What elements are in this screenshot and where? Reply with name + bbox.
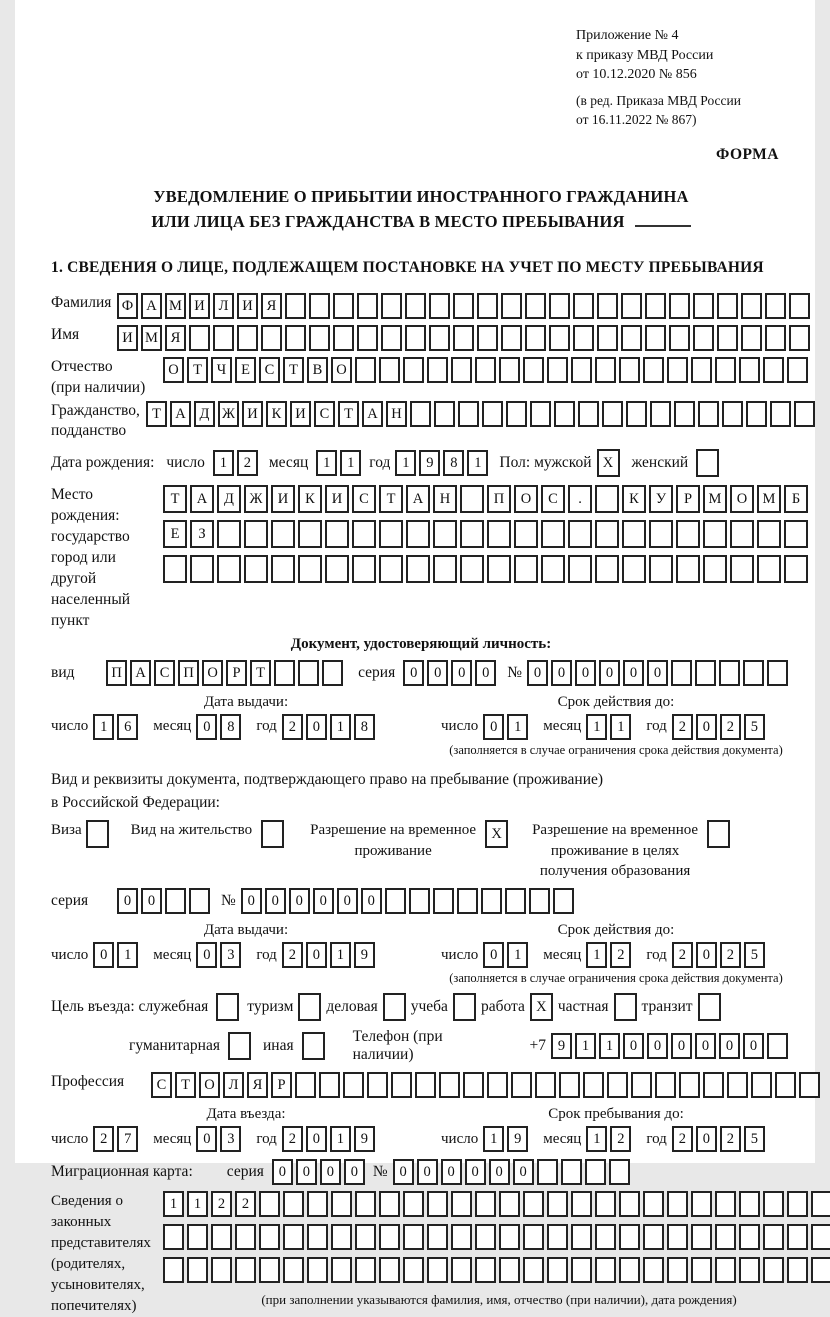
stay-series-cells: 0 0 bbox=[117, 888, 213, 914]
doc-issue-year-cells: 2 0 1 8 bbox=[282, 714, 378, 740]
purpose-transit-checkbox bbox=[698, 993, 721, 1021]
form-page bbox=[15, 0, 815, 1315]
patronymic-cells: О Т Ч Е С Т В О bbox=[163, 357, 811, 383]
entry-month-cells: 0 3 bbox=[196, 1126, 244, 1152]
legal-representatives-note: (при заполнении указываются фамилия, имя, отчество (при наличии), дата рождения) bbox=[261, 1292, 737, 1308]
residence-permit-checkbox bbox=[261, 820, 284, 848]
annex-reference bbox=[576, 26, 791, 130]
migration-card-number-cells: 0 0 0 0 0 0 bbox=[393, 1159, 633, 1185]
stay-until-year-cells: 2 0 2 5 bbox=[672, 1126, 768, 1152]
stay-issue-month-cells: 0 3 bbox=[196, 942, 244, 968]
entry-dates: Дата въезда: число 2 7 месяц 0 3 год 2 0 1 9 Срок пребывания до: число 1 9 месяц 1 2 год 2 0 2 5 bbox=[51, 1106, 791, 1152]
profession-label: Профессия bbox=[51, 1073, 125, 1091]
stay-until-heading: Срок пребывания до: bbox=[548, 1106, 684, 1123]
phone-cells: 9 1 1 0 0 0 0 0 0 bbox=[551, 1033, 791, 1059]
doc-type-label: вид bbox=[51, 663, 75, 681]
form-title-line1: УВЕДОМЛЕНИЕ О ПРИБЫТИИ ИНОСТРАННОГО ГРАЖДАНИНА bbox=[153, 186, 689, 206]
entry-day-cells: 2 7 bbox=[93, 1126, 141, 1152]
purpose-tourism-checkbox bbox=[298, 993, 321, 1021]
birth-year-label: год bbox=[369, 454, 391, 472]
birthplace-label: Место рождения: государство город или другой населенный пункт bbox=[51, 486, 131, 629]
legal-representatives-block bbox=[51, 1191, 791, 1317]
doc-number-label: № bbox=[507, 663, 522, 681]
doc-number-cells: 0 0 0 0 0 0 bbox=[527, 660, 791, 686]
given-name-label: Имя bbox=[51, 325, 80, 343]
form-title bbox=[51, 184, 791, 235]
patronymic-row bbox=[51, 357, 791, 399]
profession-cells: С Т О Л Я Р bbox=[151, 1072, 823, 1098]
stay-until-day-cells: 1 9 bbox=[483, 1126, 531, 1152]
purpose-lead-label: Цель въезда: служебная bbox=[51, 998, 209, 1016]
stay-valid-year-cells: 2 0 2 5 bbox=[672, 942, 768, 968]
sex-female-checkbox bbox=[696, 449, 719, 477]
sex-female-label: женский bbox=[631, 454, 689, 472]
residence-permit-option: Вид на жительство bbox=[131, 820, 284, 848]
legal-cells-row2 bbox=[163, 1224, 830, 1250]
purpose-humanitarian-checkbox bbox=[228, 1032, 251, 1060]
identity-doc-type-row bbox=[51, 660, 791, 686]
purpose-row-2: гуманитарная иная Телефон (при наличии) +7 9 1 1 0 0 0 0 0 0 bbox=[51, 1028, 791, 1064]
doc-type-cells: П А С П О Р Т bbox=[106, 660, 346, 686]
visa-option: Виза bbox=[51, 820, 109, 848]
birthplace-cells-row1: Т А Д Ж И К И С Т А Н П О С . К У Р М О М Б bbox=[163, 485, 811, 513]
birthplace-cells-row3 bbox=[163, 555, 811, 583]
purpose-official-checkbox bbox=[216, 993, 239, 1021]
stay-valid-month-cells: 1 2 bbox=[586, 942, 634, 968]
sex-male-checkbox: X bbox=[597, 449, 620, 477]
purpose-business-checkbox bbox=[383, 993, 406, 1021]
birth-month-cells: 1 1 bbox=[316, 450, 364, 476]
stay-number-label: № bbox=[221, 892, 236, 910]
stay-issue-day-cells: 0 1 bbox=[93, 942, 141, 968]
birth-date-label: Дата рождения: bbox=[51, 454, 155, 472]
stay-issue-year-cells: 2 0 1 9 bbox=[282, 942, 378, 968]
identity-doc-heading: Документ, удостоверяющий личность: bbox=[290, 635, 552, 652]
identity-doc-dates: Дата выдачи: число 1 6 месяц 0 8 год 2 0 1 8 Срок действия до: число 0 1 месяц 1 1 год 2 0 2 5 (заполняется в случае ограничения срока действия документа) bbox=[51, 694, 791, 758]
valid-until-heading: Срок действия до: bbox=[557, 693, 675, 710]
doc-valid-day-cells: 0 1 bbox=[483, 714, 531, 740]
legal-cells-row1: 1 1 2 2 bbox=[163, 1191, 830, 1217]
annex-line: Приложение № 4 bbox=[576, 28, 679, 43]
phone-prefix: +7 bbox=[529, 1037, 546, 1055]
entry-year-cells: 2 0 1 9 bbox=[282, 1126, 378, 1152]
birth-day-cells: 1 2 bbox=[213, 450, 261, 476]
stay-doc-dates: Дата выдачи: число 0 1 месяц 0 3 год 2 0 1 9 Срок действия до: число 0 1 месяц 1 2 год 2 0 2 5 (заполняется в случае ограничения срока действия документа) bbox=[51, 922, 791, 986]
annex-revision-note: (в ред. Приказа МВД России от 16.11.2022 № 867) bbox=[576, 92, 741, 127]
phone-label: Телефон (при наличии) bbox=[352, 1028, 443, 1064]
stay-until-month-cells: 1 2 bbox=[586, 1126, 634, 1152]
visa-checkbox bbox=[86, 820, 109, 848]
given-name-cells: И М Я bbox=[117, 325, 813, 351]
profession-row bbox=[51, 1072, 791, 1098]
doc-issue-month-cells: 0 8 bbox=[196, 714, 244, 740]
birth-month-label: месяц bbox=[268, 454, 309, 472]
form-title-line2: ИЛИ ЛИЦА БЕЗ ГРАЖДАНСТВА В МЕСТО ПРЕБЫВАНИЯ bbox=[151, 212, 625, 232]
migration-card-label: Миграционная карта: bbox=[51, 1163, 193, 1181]
patronymic-label: Отчество (при наличии) bbox=[51, 357, 146, 396]
surname-cells: Ф А М И Л И Я bbox=[117, 293, 813, 319]
section-1-heading: 1. СВЕДЕНИЯ О ЛИЦЕ, ПОДЛЕЖАЩЕМ ПОСТАНОВКЕ НА УЧЕТ ПО МЕСТУ ПРЕБЫВАНИЯ bbox=[51, 258, 764, 276]
legal-cells-row3 bbox=[163, 1257, 830, 1283]
temporary-residence-education-checkbox bbox=[707, 820, 730, 848]
stay-valid-note: (заполняется в случае ограничения срока действия документа) bbox=[449, 971, 783, 986]
citizenship-cells: Т А Д Ж И К И С Т А Н bbox=[146, 401, 818, 427]
annex-line: от 10.12.2020 № 856 bbox=[576, 67, 697, 83]
title-blank-line bbox=[635, 225, 691, 227]
doc-valid-month-cells: 1 1 bbox=[586, 714, 634, 740]
entry-date-heading: Дата въезда: bbox=[206, 1106, 286, 1123]
citizenship-row bbox=[51, 401, 791, 443]
sex-male-label: Пол: мужской bbox=[499, 454, 592, 472]
valid-until-note: (заполняется в случае ограничения срока действия документа) bbox=[449, 742, 783, 757]
purpose-study-checkbox bbox=[453, 993, 476, 1021]
temporary-residence-option: Разрешение на временное проживание X bbox=[310, 820, 508, 861]
issue-date-heading: Дата выдачи: bbox=[203, 693, 289, 710]
stay-number-cells: 0 0 0 0 0 0 bbox=[241, 888, 577, 914]
purpose-other-checkbox bbox=[302, 1032, 325, 1060]
stay-doc-series-row bbox=[51, 888, 791, 914]
stay-valid-day-cells: 0 1 bbox=[483, 942, 531, 968]
annex-line: к приказу МВД России bbox=[576, 47, 714, 63]
doc-valid-year-cells: 2 0 2 5 bbox=[672, 714, 768, 740]
stay-series-label: серия bbox=[51, 892, 89, 910]
doc-series-cells: 0 0 0 0 bbox=[403, 660, 499, 686]
doc-series-label: серия bbox=[358, 663, 396, 681]
doc-issue-day-cells: 1 6 bbox=[93, 714, 141, 740]
temporary-residence-checkbox: X bbox=[485, 820, 508, 848]
migration-card-row: Миграционная карта: серия 0 0 0 0 № 0 0 0 0 0 0 bbox=[51, 1159, 791, 1185]
given-name-row bbox=[51, 325, 791, 351]
birth-year-cells: 1 9 8 1 bbox=[395, 450, 491, 476]
surname-label: Фамилия bbox=[51, 293, 112, 311]
surname-row bbox=[51, 293, 791, 319]
stay-doc-options bbox=[51, 820, 791, 881]
forma-heading: ФОРМА bbox=[715, 145, 779, 163]
birth-date-row bbox=[51, 449, 791, 477]
birthplace-cells-row2: Е З bbox=[163, 520, 811, 548]
birth-day-label: число bbox=[166, 454, 205, 472]
purpose-private-checkbox bbox=[614, 993, 637, 1021]
citizenship-label: Гражданство, подданство bbox=[51, 401, 140, 440]
stay-doc-intro: Вид и реквизиты документа, подтверждающего право на пребывание (проживание) в Российской Федерации: bbox=[51, 770, 604, 812]
temporary-residence-education-option: Разрешение на временное проживание в целях получения образования bbox=[532, 820, 730, 881]
purpose-row: Цель въезда: служебная туризм деловая учеба работа X частная транзит bbox=[51, 993, 791, 1021]
legal-representatives-label: Сведения о законных представителях (родителях, усыновителях, попечителях) bbox=[51, 1193, 151, 1315]
purpose-work-checkbox: X bbox=[530, 993, 553, 1021]
birthplace-block bbox=[51, 485, 801, 631]
migration-card-series-cells: 0 0 0 0 bbox=[272, 1159, 368, 1185]
